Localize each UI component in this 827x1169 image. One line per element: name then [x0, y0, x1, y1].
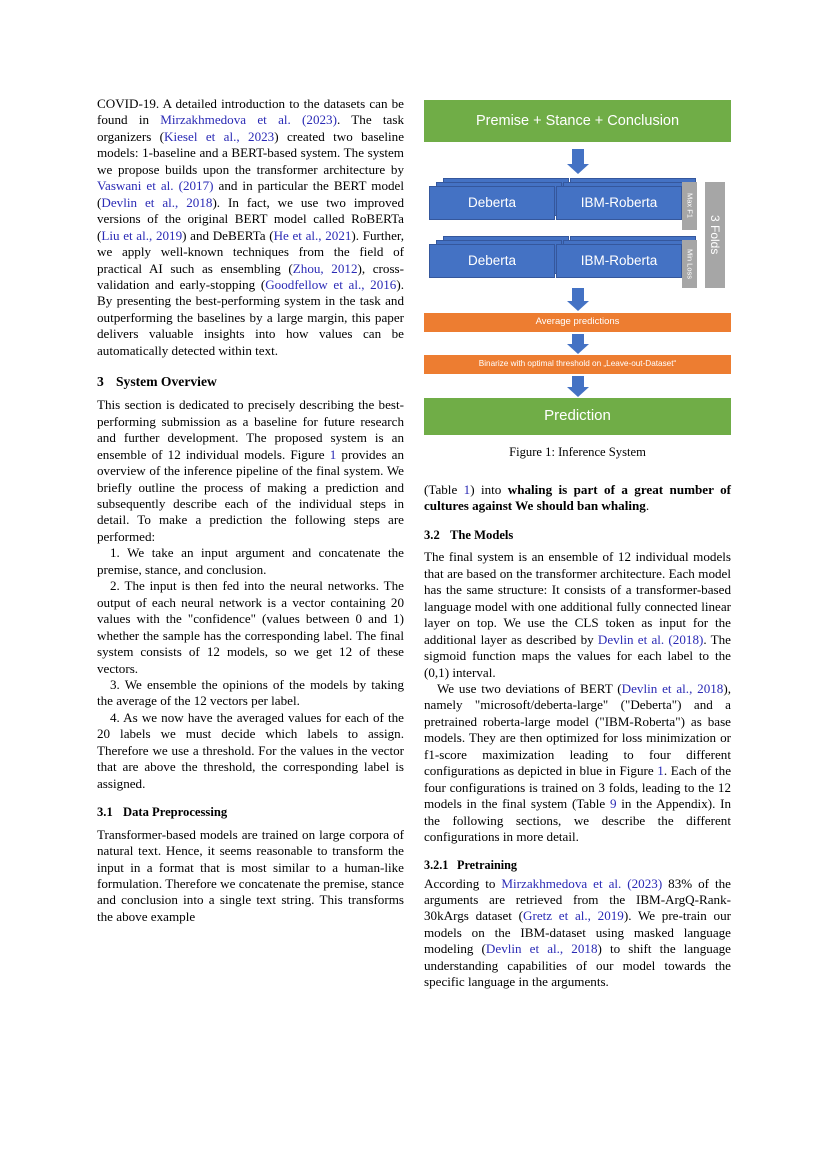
text-run: ) created two baseline models: 1-baseline and a BERT-based system. The system we propose builds upon the transformer architecture by — [97, 128, 405, 177]
text-run: ), namely "microsoft/deberta-large" ("Deberta") and a pretrained roberta-large model ("IBM-Roberta") as base models. They are then optimized for loss minimization or f1-score maximization leading to four different configurations as depicted in blue in Figure — [424, 681, 731, 779]
text-run: . The task organizers ( — [97, 112, 404, 144]
text-run: ). In fact, we use two improved versions of the original BERT model called RoBERTa ( — [97, 194, 404, 243]
text-run: According to — [424, 875, 502, 891]
figure-objective-label-max-f1: Max F1 — [682, 182, 697, 230]
subsection-heading-data-preprocessing — [97, 805, 404, 820]
figure-1-caption: Figure 1: Inference System — [509, 445, 646, 459]
subsection-heading-the-models — [424, 528, 731, 543]
text-run: . The sigmoid function maps the values for each label to the (0,1) interval. — [424, 631, 731, 680]
text-run: . Each of the four configurations is trained on 3 folds, leading to the 12 models in the final system (Table — [424, 763, 732, 812]
text-run: ), cross-validation and early-stopping ( — [97, 260, 405, 292]
figure-input-box: Premise + Stance + Conclusion — [424, 100, 731, 142]
paragraph-models-1 — [424, 549, 731, 681]
subsubsection-number: 3.2.1 — [424, 857, 449, 872]
reference-table-9[interactable]: 9 — [609, 796, 617, 812]
figure-1-diagram — [424, 96, 731, 425]
citation-devlin-2018[interactable]: Devlin et al., 2018 — [101, 194, 213, 210]
text-run: in the Appendix). In the following sections, we describe the different configurations in more detail. — [424, 796, 731, 845]
arrow-down-icon-1 — [564, 149, 592, 177]
paragraph-intro — [97, 96, 404, 359]
citation-liu-2019[interactable]: Liu et al., 2019 — [101, 227, 183, 243]
text-run: ). We pre-train our models on the IBM-dataset using masked language modeling ( — [424, 908, 732, 957]
subsubsection-title: Pretraining — [457, 857, 518, 872]
text-run: ) into — [470, 482, 508, 497]
citation-zhou-2012[interactable]: Zhou, 2012 — [292, 260, 358, 276]
text-run: COVID-19. A detailed introduction to the datasets can be found in — [97, 96, 404, 128]
citation-goodfellow-2016[interactable]: Goodfellow et al., 2016 — [265, 276, 397, 292]
figure-folds-label: 3 Folds — [705, 182, 725, 288]
citation-he-2021[interactable]: He et al., 2021 — [273, 227, 352, 243]
figure-model-stack-ibm-roberta-2 — [556, 236, 696, 284]
section-title: System Overview — [116, 373, 217, 389]
section-heading-system-overview — [97, 374, 404, 390]
figure-average-predictions-box: Average predictions — [424, 313, 731, 332]
reference-table-1[interactable]: 1 — [463, 482, 471, 497]
subsection-title: Data Preprocessing — [123, 805, 228, 820]
text-run: ). By presenting the best-performing system in the task and outperforming the baselines by a large margin, this paper delivers valuable insights into how values can be automatically detected within text. — [97, 276, 404, 358]
citation-kiesel-2023[interactable]: Kiesel et al., 2023 — [164, 128, 275, 144]
text-run: 83% of the arguments are retrieved from the IBM-ArgQ-Rank-30kArgs dataset ( — [424, 875, 731, 924]
arrow-down-icon-3 — [564, 334, 592, 356]
subsubsection-heading-pretraining — [424, 858, 731, 872]
paragraph-pretraining — [424, 876, 731, 991]
citation-devlin-2018-a[interactable]: Devlin et al. (2018) — [597, 631, 704, 647]
figure-binarize-box: Binarize with optimal threshold on „Leave-out-Dataset“ — [424, 355, 731, 374]
text-run: (Table — [424, 482, 464, 497]
text-run: This section is dedicated to precisely describing the best-performing submission as a baseline for future research and further development. The proposed system is an ensemble of 12 individual models. Figure — [97, 397, 404, 462]
figure-model-label-ibm-roberta-2: IBM-Roberta — [580, 252, 658, 268]
text-run: ) and DeBERTa ( — [182, 227, 274, 243]
list-item-step-1: 1. We take an input argument and concatenate the premise, stance, and conclusion. — [97, 545, 404, 577]
text-run: ) to shift the language understanding capabilities of our model towards the specific language in the arguments. — [424, 941, 731, 990]
figure-model-label-deberta-2: Deberta — [467, 252, 517, 268]
list-item-step-3: 3. We ensemble the opinions of the models by taking the average of the 12 vectors per label. — [97, 676, 404, 709]
text-run: The final system is an ensemble of 12 individual models that are based on the transformer architecture. Each model has the same structure: It consists of a transformer-based language model with one additional fully connected linear layer on top. We use the CLS token as input for the additional layer as described by — [424, 549, 731, 647]
citation-mirzakhmedova-2023-b[interactable]: Mirzakhmedova et al. (2023) — [501, 875, 663, 891]
citation-mirzakhmedova-2023[interactable]: Mirzakhmedova et al. (2023) — [160, 112, 337, 128]
text-run: ). Further, we apply well-known techniques from the field of practical AI such as ensembling ( — [97, 227, 404, 276]
reference-figure-1b[interactable]: 1 — [657, 763, 664, 779]
paragraph-table-example — [424, 482, 731, 515]
paragraph-overview — [97, 397, 404, 545]
arrow-down-icon-4 — [564, 376, 592, 400]
list-item-step-2: 2. The input is then fed into the neural networks. The output of each neural network is a vector containing 20 values with the "confidence" (values between 0 and 1) whether the sample has the corresponding label. The final system consists of 12 models, so we get 12 of these vectors. — [97, 578, 404, 676]
text-run: and in particular the BERT model ( — [97, 178, 405, 210]
citation-vaswani-2017[interactable]: Vaswani et al. (2017) — [97, 178, 214, 194]
figure-model-stack-deberta-1 — [429, 178, 569, 226]
example-text-bold: whaling is part of a great number of cultures against We should ban whaling — [424, 482, 731, 514]
text-run: provides an overview of the inference pipeline of the final system. We briefly outline the process of making a prediction and subsequently describe each of the individual steps in detail. To make a prediction the following steps are performed: — [97, 446, 405, 544]
figure-model-stack-ibm-roberta-1 — [556, 178, 696, 226]
figure-model-stack-deberta-2 — [429, 236, 569, 284]
arrow-down-icon-2 — [564, 288, 592, 314]
figure-1 — [424, 96, 731, 460]
text-run: We use two deviations of BERT ( — [437, 681, 622, 697]
citation-devlin-2018-c[interactable]: Devlin et al., 2018 — [485, 941, 598, 957]
text-run: . — [645, 498, 650, 514]
figure-model-label-deberta-1: Deberta — [467, 194, 517, 210]
citation-gretz-2019[interactable]: Gretz et al., 2019 — [523, 908, 624, 924]
subsection-number: 3.2 — [424, 527, 440, 542]
right-column — [424, 96, 731, 991]
reference-figure-1[interactable]: 1 — [329, 446, 337, 462]
subsection-title: The Models — [450, 527, 514, 542]
figure-model-label-ibm-roberta-1: IBM-Roberta — [580, 194, 658, 210]
paragraph-preprocessing: Transformer-based models are trained on large corpora of natural text. Hence, it seems reasonable to transform the input in a format that is most similar to a human-like formulation. Therefore we concatenate the premise, stance and conclusion into a single text string. This transforms the above example — [97, 826, 404, 924]
paragraph-models-2 — [424, 681, 731, 846]
left-column — [97, 96, 404, 925]
subsection-number: 3.1 — [97, 805, 113, 820]
figure-output-box: Prediction — [424, 398, 731, 435]
list-item-step-4: 4. As we now have the averaged values for each of the 20 labels we must decide which labels to assign. Therefore we use a threshold. For the values in the vector that are above the threshold, the corresponding label is assigned. — [97, 709, 404, 791]
figure-objective-label-min-loss: Min Loss — [682, 240, 697, 288]
section-number: 3 — [97, 373, 104, 389]
citation-devlin-2018-b[interactable]: Devlin et al., 2018 — [621, 681, 724, 697]
